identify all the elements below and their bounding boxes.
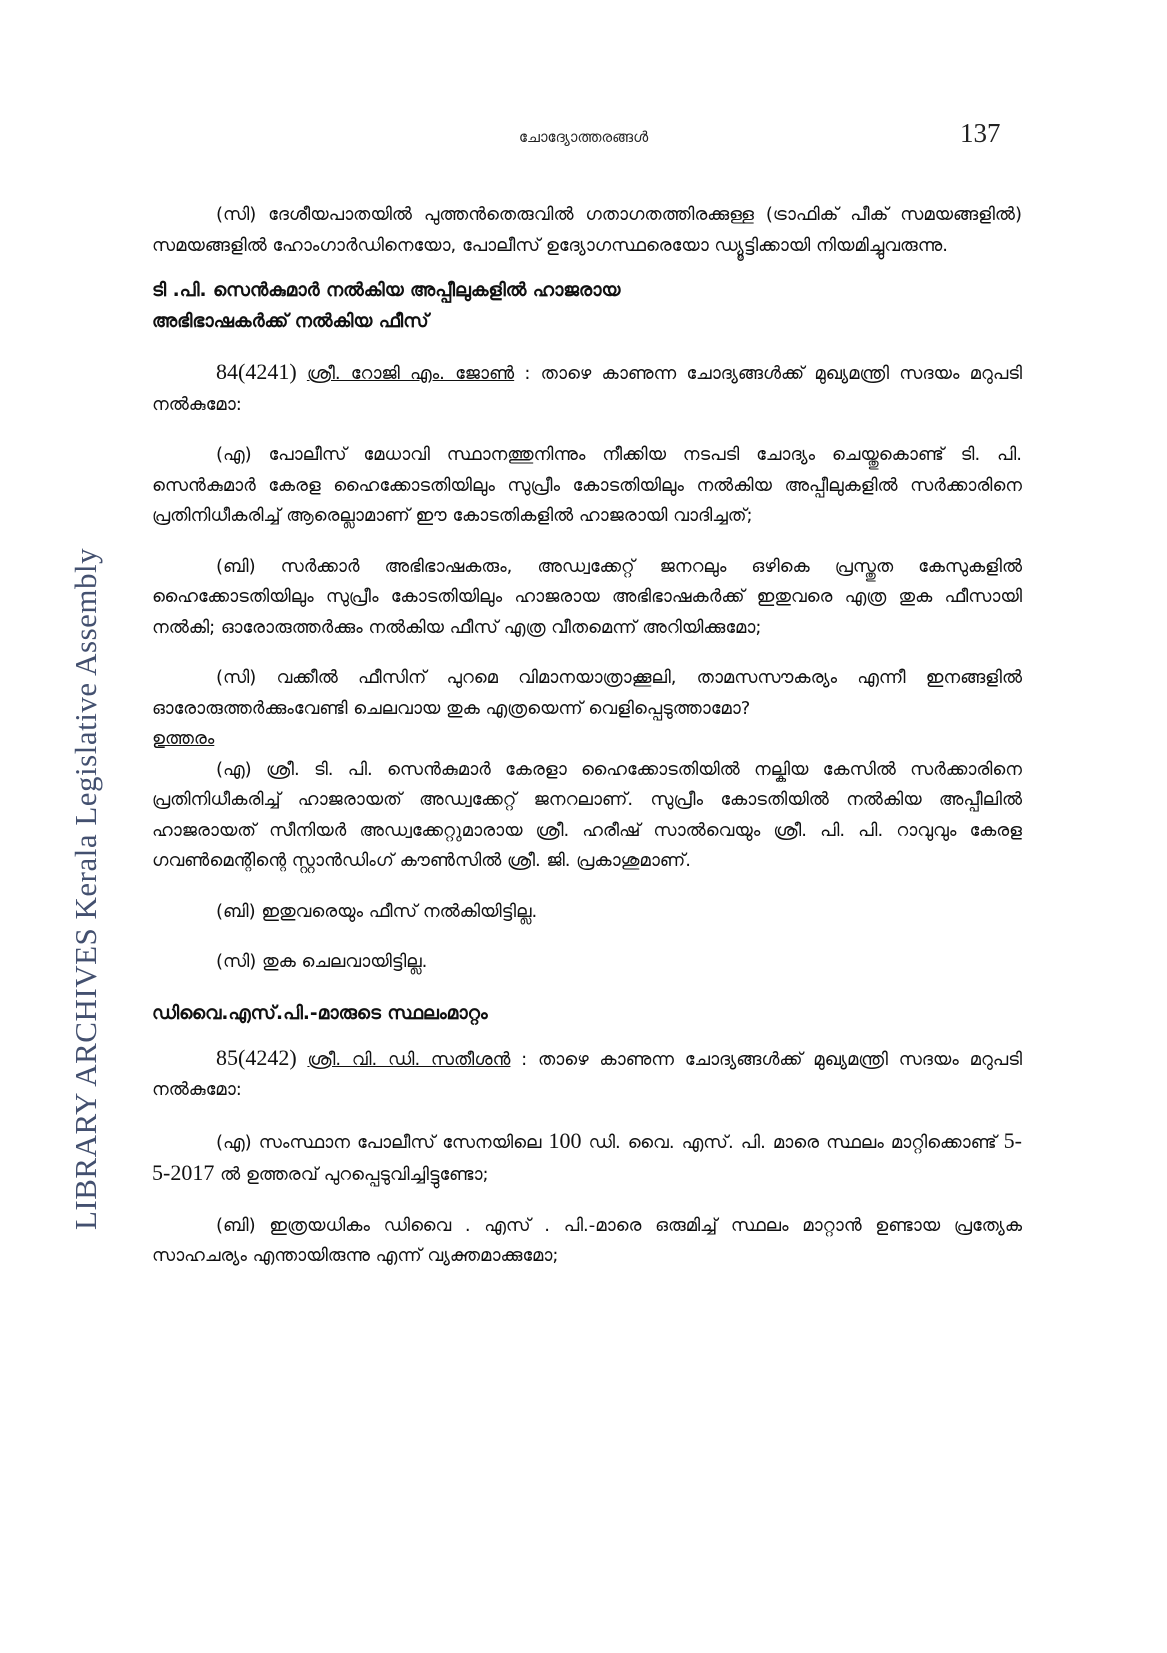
q84-member: ശ്രീ. റോജി എം. ജോൺ [306, 363, 515, 384]
q84-question-c: (സി) വക്കീൽ ഫീസിന് പുറമെ വിമാനയാത്രാക്കൂലി, താമസസൗകര്യം എന്നീ ഇനങ്ങളിൽ ഓരോരുത്തർക്കുംവേണ്ടി ചെലവായ തുക എത്രയെന്ന് വെളിപ്പെടുത്താമോ? [152, 667, 1022, 719]
q85-intro-text: : താഴെ കാണുന്ന ചോദ്യങ്ങൾക്ക് മുഖ്യമന്ത്രി സദയം മറുപടി നൽകുമോ: [152, 1048, 1022, 1100]
running-head: ചോദ്യോത്തരങ്ങൾ [518, 128, 649, 146]
archive-watermark: LIBRARY ARCHIVES Kerala Legislative Assembly [68, 547, 103, 1230]
question-84 [152, 275, 1022, 978]
q85-question-a [152, 1126, 1022, 1191]
q84-answer-b: (ബി) ഇതുവരെയും ഫീസ് നൽകിയിട്ടില്ല. [216, 900, 538, 922]
q84-title-line2: അഭിഭാഷകർക്ക് നൽകിയ ഫീസ് [152, 311, 429, 332]
q84-title-line1: ടി .പി. സെൻകുമാർ നൽകിയ അപ്പീലുകളിൽ ഹാജരായ [152, 280, 621, 301]
q84-answer-a: (എ) ശ്രീ. ടി. പി. സെൻകുമാർ കേരളാ ഹൈക്കോടതിയിൽ നല്കിയ കേസിൽ സർക്കാരിനെ പ്രതിനിധീകരിച്ച് ഹാജരായത് അഡ്വക്കേറ്റ് ജനറലാണ്. സുപ്രീം കോടതിയിൽ നൽകിയ അപ്പീലിൽ ഹാജരായത് സീനിയർ അഡ്വക്കേറ്റുമാരായ ശ്രീ. ഹരീഷ് സാൽവെയും ശ്രീ. പി. പി. റാവുവും കേരള ഗവൺമെന്റിന്റെ സ്റ്റാൻഡിംഗ് കൗൺസിൽ ശ്രീ. ജി. പ്രകാശുമാണ്. [152, 758, 1022, 871]
page-number: 137 [960, 118, 1001, 148]
q85-question-b: (ബി) ഇത്രയധികം ഡിവൈ . എസ് . പി.-മാരെ ഒരുമിച്ച് സ്ഥലം മാറ്റാൻ ഉണ്ടായ പ്രത്യേക സാഹചര്യം എന്തായിരുന്നു എന്ന് വ്യക്തമാക്കുമോ; [152, 1214, 1022, 1266]
q85-intro [152, 1043, 1022, 1106]
page-content [152, 200, 1022, 1272]
q85-qa-pre: (എ) സംസ്ഥാന പോലീസ് സേനയിലെ [216, 1131, 542, 1153]
question-85 [152, 998, 1022, 1272]
q85-qa-post: ൽ ഉത്തരവ് പുറപ്പെടുവിച്ചിട്ടുണ്ടോ; [220, 1164, 489, 1185]
q84-question-a: (എ) പോലീസ് മേധാവി സ്ഥാനത്തുനിന്നും നീക്കിയ നടപടി ചോദ്യം ചെയ്തുകൊണ്ട് ടി. പി. സെൻകുമാർ കേരള ഹൈക്കോടതിയിലും സുപ്രീം കോടതിയിലും നൽകിയ അപ്പീലുകളിൽ സർക്കാരിനെ പ്രതിനിധീകരിച്ച് ആരെല്ലാമാണ് ഈ കോടതികളിൽ ഹാജരായി വാദിച്ചത്; [152, 444, 1022, 526]
q85-qa-mid: ഡി. വൈ. എസ്. പി. മാരെ സ്ഥലം മാറ്റിക്കൊണ്ട് [588, 1131, 997, 1153]
q84-intro [152, 357, 1022, 420]
q85-member: ശ്രീ. വി. ഡി. സതീശൻ [307, 1048, 511, 1070]
q85-qa-date: 5-5-2017 [152, 1127, 1022, 1185]
q84-number: 84(4241) [216, 359, 297, 384]
q84-intro-text: : താഴെ കാണുന്ന ചോദ്യങ്ങൾക്ക് മുഖ്യമന്ത്രി സദയം മറുപടി നൽകുമോ: [152, 363, 1022, 415]
q84-question-b: (ബി) സർക്കാർ അഭിഭാഷകരും, അഡ്വക്കേറ്റ് ജനറലും ഒഴികെ പ്രസ്തുത കേസുകളിൽ ഹൈക്കോടതിയിലും സുപ്രീം കോടതിയിലും ഹാജരായ അഭിഭാഷകർക്ക് ഇതുവരെ എത്ര തുക ഫീസായി നൽകി; ഓരോരുത്തർക്കും നൽകിയ ഫീസ് എത്ര വീതമെന്ന് അറിയിക്കുമോ; [152, 555, 1022, 638]
q84-answer-heading: ഉത്തരം [152, 728, 215, 749]
q85-title: ഡിവൈ.എസ്.പി.-മാരുടെ സ്ഥലംമാറ്റം [152, 1002, 488, 1024]
q85-number: 85(4242) [216, 1044, 297, 1070]
q84-answer-c: (സി) തുക ചെലവായിട്ടില്ല. [216, 951, 428, 972]
q85-qa-count: 100 [548, 1127, 582, 1153]
previous-answer-c: (സി) ദേശീയപാതയിൽ പുത്തൻതെരുവിൽ ഗതാഗതത്തിരക്കുള്ള (ട്രാഫിക് പീക് സമയങ്ങളിൽ) സമയങ്ങളിൽ ഹോംഗാർഡിനെയോ, പോലീസ് ഉദ്യോഗസ്ഥരെയോ ഡ്യൂട്ടിക്കായി നിയമിച്ചുവരുന്നു. [152, 204, 1022, 256]
